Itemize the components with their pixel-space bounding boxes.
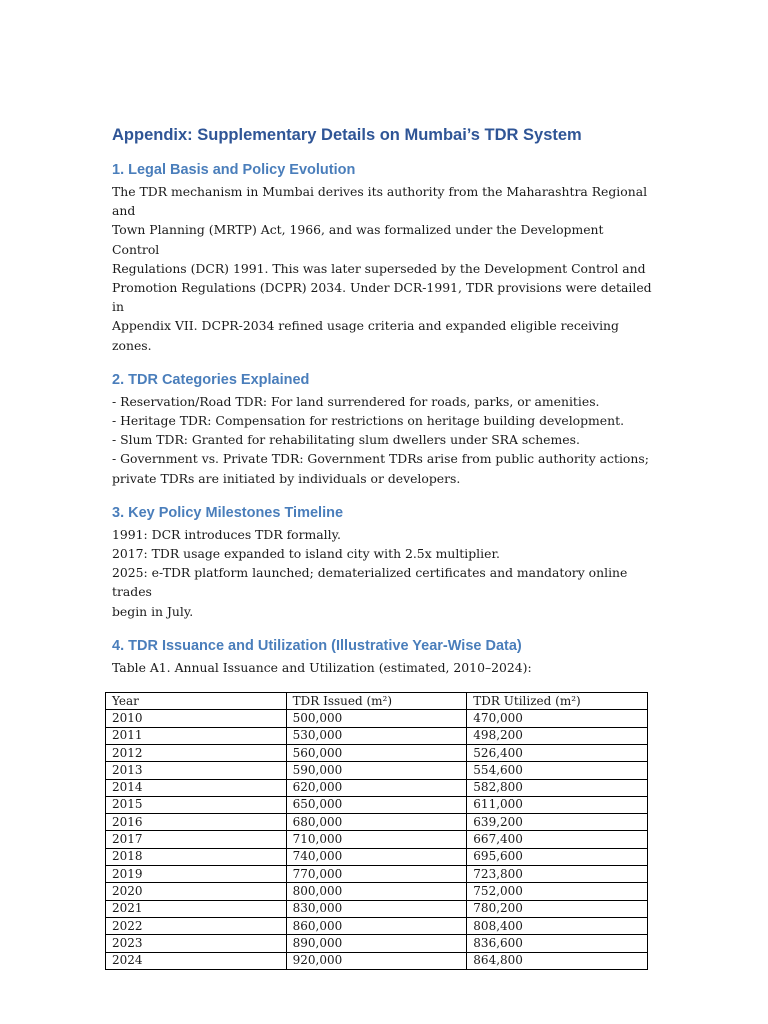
table-row [106, 831, 648, 848]
cell-utilized: 695,600 [467, 848, 648, 865]
cell-issued: 740,000 [286, 848, 467, 865]
table-row [106, 814, 648, 831]
cell-issued: 800,000 [286, 883, 467, 900]
table-row [106, 917, 648, 934]
section-1-line: Regulations (DCR) 1991. This was later superseded by the Development Control and [112, 260, 646, 276]
table-header-row [106, 693, 648, 710]
section-3-line: begin in July. [112, 603, 194, 619]
section-1-heading: 1. Legal Basis and Policy Evolution [112, 162, 356, 178]
section-3-body [112, 525, 652, 621]
cell-issued: 530,000 [286, 727, 467, 744]
column-header-year: Year [106, 693, 287, 710]
table-row [106, 727, 648, 744]
cell-utilized: 639,200 [467, 814, 648, 831]
cell-utilized: 470,000 [467, 710, 648, 727]
column-header-utilized: TDR Utilized (m²) [467, 693, 648, 710]
cell-utilized: 752,000 [467, 883, 648, 900]
cell-issued: 680,000 [286, 814, 467, 831]
column-header-issued: TDR Issued (m²) [286, 693, 467, 710]
table-row [106, 952, 648, 969]
table-row [106, 796, 648, 813]
cell-year: 2020 [106, 883, 287, 900]
section-3-line: 2025: e-TDR platform launched; dematerialized certificates and mandatory online trades [112, 565, 628, 600]
cell-year: 2014 [106, 779, 287, 796]
document-content [112, 124, 652, 970]
section-1-line: Appendix VII. DCPR-2034 refined usage criteria and expanded eligible receiving zones. [112, 318, 619, 353]
section-2-line: - Reservation/Road TDR: For land surrendered for roads, parks, or amenities. [112, 393, 600, 409]
cell-year: 2010 [106, 710, 287, 727]
cell-utilized: 836,600 [467, 935, 648, 952]
cell-year: 2017 [106, 831, 287, 848]
section-2-line: - Heritage TDR: Compensation for restrictions on heritage building development. [112, 413, 625, 429]
cell-issued: 500,000 [286, 710, 467, 727]
table-row [106, 710, 648, 727]
table-body [106, 710, 648, 969]
cell-utilized: 526,400 [467, 744, 648, 761]
cell-year: 2012 [106, 744, 287, 761]
section-2-line: private TDRs are initiated by individuals or developers. [112, 470, 461, 486]
cell-utilized: 808,400 [467, 917, 648, 934]
cell-issued: 620,000 [286, 779, 467, 796]
cell-issued: 770,000 [286, 866, 467, 883]
cell-utilized: 498,200 [467, 727, 648, 744]
table-row [106, 744, 648, 761]
section-2-heading: 2. TDR Categories Explained [112, 371, 310, 388]
section-1-line: Town Planning (MRTP) Act, 1966, and was formalized under the Development Control [112, 222, 604, 257]
cell-year: 2022 [106, 917, 287, 934]
cell-year: 2018 [106, 848, 287, 865]
tdr-data-table [105, 692, 648, 970]
cell-year: 2024 [106, 952, 287, 969]
cell-year: 2011 [106, 727, 287, 744]
table-row [106, 866, 648, 883]
cell-issued: 710,000 [286, 831, 467, 848]
cell-utilized: 723,800 [467, 866, 648, 883]
cell-utilized: 554,600 [467, 762, 648, 779]
page-title: Appendix: Supplementary Details on Mumbai’s TDR System [112, 126, 582, 144]
section-3-line: 2017: TDR usage expanded to island city with 2.5x multiplier. [112, 546, 500, 562]
cell-issued: 650,000 [286, 796, 467, 813]
cell-issued: 830,000 [286, 900, 467, 917]
table-row [106, 935, 648, 952]
table-row [106, 848, 648, 865]
cell-year: 2013 [106, 762, 287, 779]
cell-year: 2021 [106, 900, 287, 917]
section-4-heading: 4. TDR Issuance and Utilization (Illustrative Year-Wise Data) [112, 637, 522, 654]
table-caption: Table A1. Annual Issuance and Utilization (estimated, 2010–2024): [112, 659, 532, 675]
table-row [106, 779, 648, 796]
cell-year: 2023 [106, 935, 287, 952]
cell-issued: 890,000 [286, 935, 467, 952]
section-1-line: Promotion Regulations (DCPR) 2034. Under DCR-1991, TDR provisions were detailed in [112, 280, 652, 315]
cell-utilized: 611,000 [467, 796, 648, 813]
table-row [106, 762, 648, 779]
cell-issued: 560,000 [286, 744, 467, 761]
cell-issued: 590,000 [286, 762, 467, 779]
section-1-body [112, 182, 652, 355]
section-3-heading: 3. Key Policy Milestones Timeline [112, 504, 344, 521]
section-2-line: - Slum TDR: Granted for rehabilitating slum dwellers under SRA schemes. [112, 432, 580, 448]
cell-year: 2016 [106, 814, 287, 831]
section-3-line: 1991: DCR introduces TDR formally. [112, 526, 341, 542]
section-2-body [112, 392, 652, 488]
table-row [106, 900, 648, 917]
cell-year: 2019 [106, 866, 287, 883]
cell-utilized: 582,800 [467, 779, 648, 796]
cell-year: 2015 [106, 796, 287, 813]
section-2-line: - Government vs. Private TDR: Government TDRs arise from public authority actions; [112, 451, 649, 467]
table-row [106, 883, 648, 900]
cell-utilized: 667,400 [467, 831, 648, 848]
cell-utilized: 780,200 [467, 900, 648, 917]
cell-issued: 920,000 [286, 952, 467, 969]
cell-issued: 860,000 [286, 917, 467, 934]
section-1-line: The TDR mechanism in Mumbai derives its authority from the Maharashtra Regional and [112, 184, 648, 219]
cell-utilized: 864,800 [467, 952, 648, 969]
